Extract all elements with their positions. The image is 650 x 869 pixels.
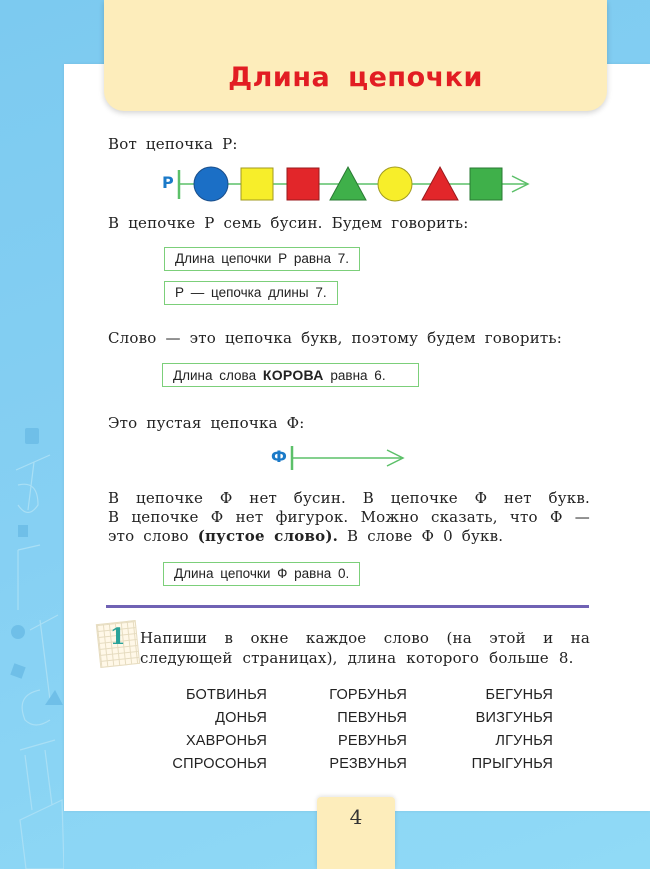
chain-p-diagram (176, 164, 536, 204)
word-item: ВИЗГУНЬЯ (475, 710, 553, 726)
word-item: СПРОСОНЬЯ (172, 756, 267, 772)
line3-prefix: это слово (108, 527, 198, 545)
bead-yellow-circle (378, 167, 412, 201)
word-chain-text: Слово — это цепочка букв, поэтому будем говорить: (108, 329, 563, 347)
box-word-suffix: равна 6. (323, 368, 386, 383)
page-title: Длина цепочки (228, 62, 483, 93)
title-banner (104, 0, 607, 111)
word-item: ПРЫГУНЬЯ (471, 756, 553, 772)
page-number-tab (317, 797, 395, 869)
word-item: БЕГУНЬЯ (485, 687, 553, 703)
section-divider (106, 605, 589, 608)
word-item: РЕВУНЬЯ (338, 733, 407, 749)
bead-green-square (470, 168, 502, 200)
empty-chain-text: Это пустая цепочка Ф: (108, 414, 305, 432)
empty-chain-para-line-2: В цепочке Ф нет фигурок. Можно сказать, что Ф — (108, 508, 590, 526)
box-word-bold: КОРОВА (262, 367, 324, 383)
rule-box-p-chain: Р — цепочка длины 7. (164, 281, 338, 305)
line3-bold: (пустое слово). (197, 527, 339, 545)
word-item: БОТВИНЬЯ (186, 687, 267, 703)
line3-suffix: В слове Ф 0 букв. (338, 527, 504, 545)
bead-red-square (287, 168, 319, 200)
empty-chain-para-line-3 (108, 527, 503, 546)
chain-f-label: Ф (271, 447, 287, 466)
box-word-prefix: Длина слова (173, 368, 263, 383)
rule-box-word-length (162, 363, 419, 387)
word-item: ДОНЬЯ (215, 710, 267, 726)
bead-blue-circle (194, 167, 228, 201)
task-number: 1 (110, 624, 126, 650)
decorative-letters-background (0, 400, 64, 869)
empty-chain-para-line-1: В цепочке Ф нет бусин. В цепочке Ф нет букв. (108, 489, 590, 507)
rule-box-length-f: Длина цепочки Ф равна 0. (163, 562, 360, 586)
bead-yellow-square (241, 168, 273, 200)
word-item: РЕЗВУНЬЯ (329, 756, 407, 772)
word-item: ПЕВУНЬЯ (337, 710, 407, 726)
word-item: ГОРБУНЬЯ (329, 687, 407, 703)
chain-f-diagram (289, 444, 409, 472)
word-item: ЛГУНЬЯ (495, 733, 553, 749)
page-number: 4 (349, 805, 363, 829)
seven-beads-text: В цепочке Р семь бусин. Будем говорить: (108, 214, 469, 232)
task-instructions: Напиши в окне каждое слово (на этой и на следующей страницах), длина которого больше 8. (140, 629, 590, 667)
rule-box-length-p: Длина цепочки Р равна 7. (164, 247, 360, 271)
intro-text: Вот цепочка Р: (108, 135, 238, 153)
word-item: ХАВРОНЬЯ (185, 733, 267, 749)
chain-p-label: Р (162, 173, 174, 192)
